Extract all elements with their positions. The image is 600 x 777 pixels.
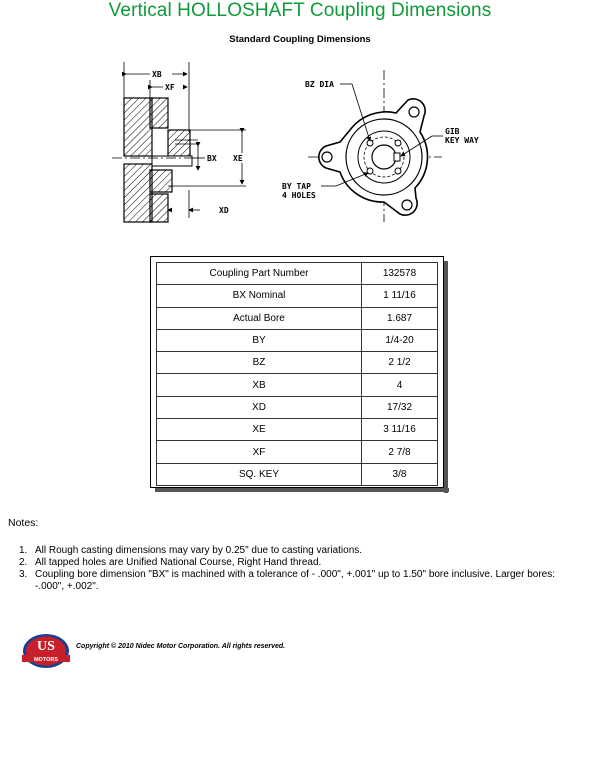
table-row	[157, 307, 438, 329]
table-row	[157, 374, 438, 396]
row-value: 1/4-20	[362, 329, 438, 351]
row-value: 1 11/16	[362, 285, 438, 307]
notes-list	[19, 545, 579, 593]
table-row	[157, 352, 438, 374]
table-row	[157, 285, 438, 307]
note-text: Coupling bore dimension "BX" is machined with a tolerance of - .000", +.001" up to 1.50" bore inclusive. Larger bores: -.000", +.002".	[35, 569, 555, 592]
row-value: 2 1/2	[362, 352, 438, 374]
section-view	[112, 62, 251, 222]
row-label: BY	[157, 329, 362, 351]
label-xd: XD	[219, 206, 229, 215]
row-value: 2 7/8	[362, 441, 438, 463]
row-label: BZ	[157, 352, 362, 374]
coupling-drawing	[0, 60, 600, 240]
row-value: 4	[362, 374, 438, 396]
label-bz-dia: BZ DIA	[305, 80, 334, 89]
copyright-text: Copyright © 2010 Nidec Motor Corporation. All rights reserved.	[76, 643, 286, 650]
row-label: SQ. KEY	[157, 463, 362, 485]
note-text: All Rough casting dimensions may vary by 0.25" due to casting variations.	[35, 545, 363, 556]
row-value: 1.687	[362, 307, 438, 329]
row-label: Actual Bore	[157, 307, 362, 329]
note-item	[19, 569, 579, 593]
note-item	[19, 545, 579, 557]
row-label: XD	[157, 396, 362, 418]
table-row	[157, 329, 438, 351]
note-number: 2.	[19, 557, 28, 568]
note-number: 1.	[19, 545, 28, 556]
note-text: All tapped holes are Unified National Course, Right Hand thread.	[35, 557, 322, 568]
table-row	[157, 463, 438, 485]
logo-text-us: US	[37, 639, 55, 654]
note-number: 3.	[19, 569, 28, 580]
row-label: XB	[157, 374, 362, 396]
front-view	[282, 70, 479, 222]
logo-text-motors: MOTORS	[33, 657, 59, 663]
page-title: Vertical HOLLOSHAFT Coupling Dimensions	[108, 0, 492, 21]
label-xb: XB	[152, 70, 162, 79]
row-value: 17/32	[362, 396, 438, 418]
row-value: 3 11/16	[362, 419, 438, 441]
dimensions-table-frame	[150, 256, 444, 488]
table-row	[157, 441, 438, 463]
label-by-tap: BY TAP	[282, 182, 311, 191]
row-label: XE	[157, 419, 362, 441]
notes-heading: Notes:	[8, 517, 39, 529]
row-label: Coupling Part Number	[157, 263, 362, 285]
label-xf: XF	[165, 83, 175, 92]
row-value: 132578	[362, 263, 438, 285]
row-label: BX Nominal	[157, 285, 362, 307]
label-xe: XE	[233, 154, 243, 163]
dimensions-table	[156, 262, 438, 486]
table-row	[157, 419, 438, 441]
label-bx: BX	[207, 154, 217, 163]
table-row	[157, 263, 438, 285]
us-motors-logo	[22, 633, 70, 669]
note-item	[19, 557, 579, 569]
label-gib: GIB	[445, 127, 460, 136]
row-label: XF	[157, 441, 362, 463]
row-value: 3/8	[362, 463, 438, 485]
page-subtitle: Standard Coupling Dimensions	[229, 34, 371, 45]
table-row	[157, 396, 438, 418]
label-4-holes: 4 HOLES	[282, 191, 316, 200]
label-key-way: KEY WAY	[445, 136, 479, 145]
